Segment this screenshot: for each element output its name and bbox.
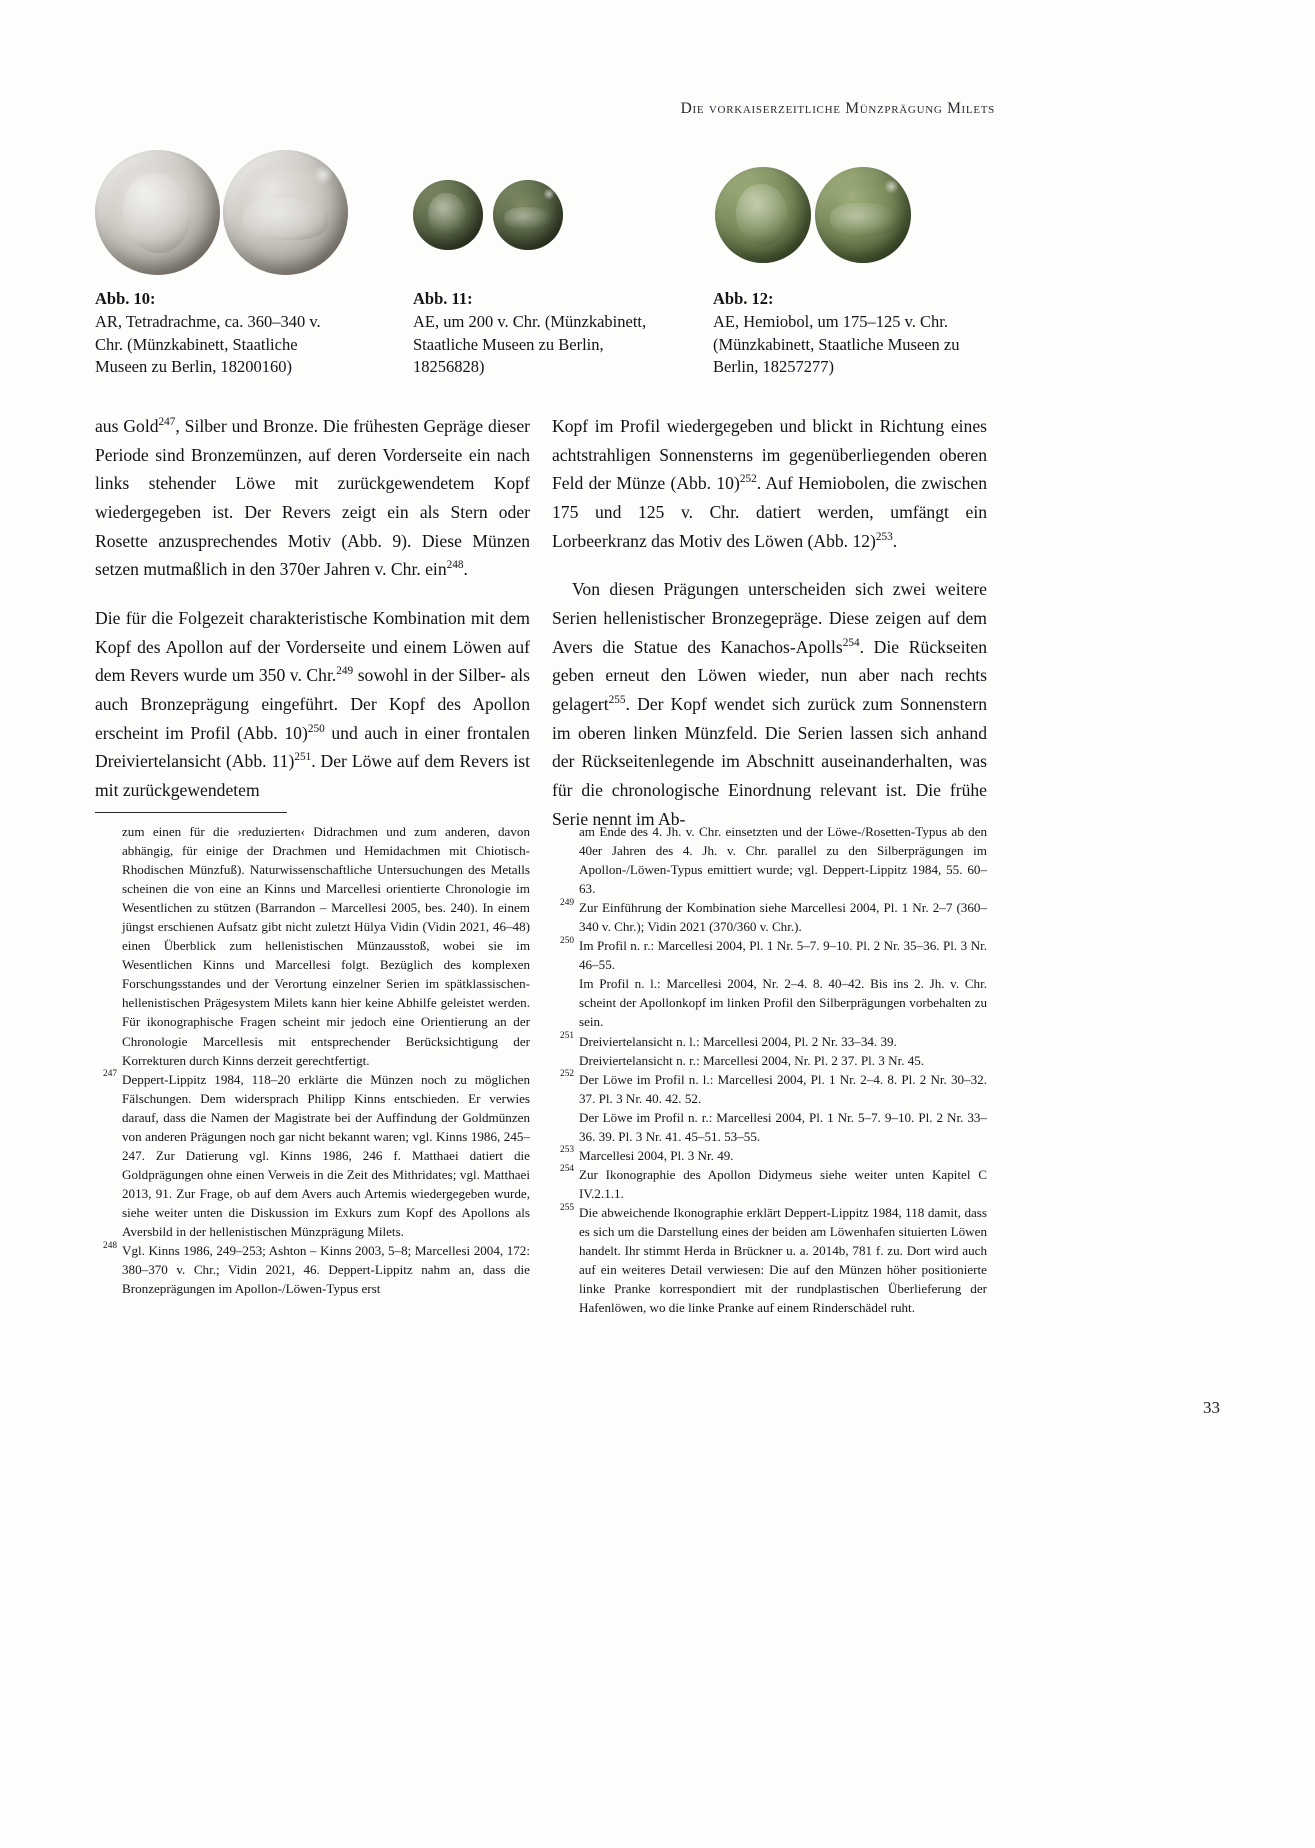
footnote-column-left — [95, 822, 530, 1298]
footnote-subtext: Im Profil n. l.: Marcellesi 2004, Nr. 2–4. 8. 40–42. Bis ins 2. Jh. v. Chr. scheint der Apollonkopf im linken Profil den Silberprägungen vorbehalten zu sein. — [579, 976, 987, 1030]
footnote-separator-rule — [95, 812, 287, 813]
footnote-text: Dreiviertelansicht n. l.: Marcellesi 2004, Pl. 2 Nr. 33–34. 39. — [579, 1033, 897, 1049]
footnote-ref[interactable]: 254 — [842, 636, 860, 649]
footnote-text: Deppert-Lippitz 1984, 118–20 erklärte die Münzen noch zu möglichen Fälschungen. Dem widersprach Philipp Kinns entschieden. Er verwies darauf, dass die Namen der Magistrate bei der Auffindung der Goldmünzen von anderen Prägungen noch gar nicht bekannt waren; vgl. Kinns 1986, 245–247. Zur Datierung vgl. Kinns 1986, 246 f. Matthaei datiert die Goldprägungen ohne einen Verweis in die Zeit des Mithridates; vgl. Matthaei 2013, 91. Zur Frage, ob auf dem Avers auch Artemis wiedergegeben wurde, siehe weiter unten die Diskussion im Exkurs zum Kopf des Apollons als Aversbild in der hellenistischen Münzprägung Milets. — [122, 1071, 530, 1239]
coin-obverse-abb-11 — [413, 180, 483, 250]
footnote-number: 248 — [103, 1240, 117, 1251]
footnote-number: 254 — [560, 1164, 574, 1175]
figure-abb-12 — [715, 145, 925, 275]
coin-reverse-abb-12 — [815, 167, 911, 263]
footnote-item — [552, 936, 987, 1031]
footnote-item — [552, 1203, 987, 1317]
lion-relief-icon — [223, 150, 348, 275]
footnote-text: am Ende des 4. Jh. v. Chr. einsetzten und der Löwe-/Rosetten-Typus ab den 40er Jahren des 4. Jh. v. Chr. parallel zu den Silberprägungen im Apollon-/Löwen-Typus emittiert wurde; vgl. Deppert-Lippitz 1984, 55. 60–63. — [579, 824, 987, 897]
lion-relief-icon — [493, 180, 563, 250]
footnote-item — [95, 822, 530, 1070]
body-text: sowohl in der Silber- als auch Bronzeprägung eingeführt. Der Kopf des Apollon erscheint im Profil (Abb. 10) — [95, 665, 530, 743]
figure-caption-text: AE, Hemiobol, um 175–125 v. Chr. (Münzkabinett, Staatliche Museen zu Berlin, 18257277) — [713, 311, 960, 377]
footnote-subtext: Der Löwe im Profil n. r.: Marcellesi 2004, Pl. 1 Nr. 5–7. 9–10. Pl. 2 Nr. 33–36. 39. Pl. 3 Nr. 41. 45–51. 53–55. — [579, 1109, 987, 1144]
coin-reverse-abb-10 — [223, 150, 348, 275]
footnote-text: Zur Einführung der Kombination siehe Marcellesi 2004, Pl. 1 Nr. 2–7 (360–340 v. Chr.); Vidin 2021 (370/360 v. Chr.). — [579, 900, 987, 935]
body-text: aus Gold — [95, 416, 159, 436]
footnote-ref[interactable]: 251 — [294, 751, 312, 764]
lion-relief-icon — [815, 167, 911, 263]
footnote-item — [552, 1032, 987, 1070]
footnote-number: 255 — [560, 1202, 574, 1213]
coin-reverse-abb-11 — [493, 180, 563, 250]
footnote-item — [552, 1146, 987, 1165]
body-text: Kopf im Profil wiedergegeben und blickt in Richtung eines achtstrahligen Sonnensterns im gegenüberliegenden oberen Feld der Münze (Abb. 10) — [552, 416, 987, 494]
footnote-text: Der Löwe im Profil n. l.: Marcellesi 2004, Pl. 1 Nr. 2–4. 8. Pl. 2 Nr. 30–32. 37. Pl. 3 Nr. 40. 42. 52. — [579, 1071, 987, 1106]
body-text: . — [892, 530, 898, 551]
footnote-column-right — [552, 822, 987, 1317]
coin-relief-icon — [413, 180, 483, 250]
coin-obverse-abb-12 — [715, 167, 811, 263]
footnote-ref[interactable]: 255 — [608, 694, 626, 707]
body-text: Die für die Folgezeit charakteristische Kombination mit dem Kopf des Apollon auf der Vorderseite und einem Löwen auf dem Revers wurde um 350 v. Chr. — [95, 608, 530, 686]
footnote-item — [95, 1241, 530, 1298]
figure-abb-11 — [413, 145, 593, 275]
footnote-number: 247 — [103, 1069, 117, 1080]
figure-caption-abb-12 — [713, 288, 978, 379]
footnote-item — [95, 1070, 530, 1241]
footnote-number: 252 — [560, 1069, 574, 1080]
body-column-left — [95, 412, 530, 825]
body-paragraph — [95, 604, 530, 805]
footnote-text: Im Profil n. r.: Marcellesi 2004, Pl. 1 Nr. 5–7. 9–10. Pl. 2 Nr. 35–36. Pl. 3 Nr. 46–55. — [579, 938, 987, 973]
footnote-subtext: Dreiviertelansicht n. r.: Marcellesi 2004, Nr. Pl. 2 37. Pl. 3 Nr. 45. — [579, 1052, 925, 1068]
page-number: 33 — [1203, 1398, 1220, 1417]
footnote-ref[interactable]: 248 — [446, 559, 464, 572]
body-text: . — [463, 559, 468, 580]
figure-caption-abb-10 — [95, 288, 350, 379]
footnote-item — [552, 898, 987, 936]
footnote-number: 250 — [560, 935, 574, 946]
footnote-item — [552, 1070, 987, 1146]
footnote-ref[interactable]: 249 — [336, 665, 354, 678]
footnote-number: 251 — [560, 1031, 574, 1042]
figure-caption-title: Abb. 11: — [413, 289, 473, 308]
coin-relief-icon — [715, 167, 811, 263]
coin-obverse-abb-10 — [95, 150, 220, 275]
footnote-ref[interactable]: 250 — [307, 722, 325, 735]
footnote-ref[interactable]: 252 — [739, 473, 757, 486]
body-text: . Der Kopf wendet sich zurück zum Sonnenstern im oberen linken Münzfeld. Die Serien lassen sich anhand der Rückseitenlegende im Abschnitt auseinanderhalten, was für die chronologische Einordnung relevant ist. Die frühe Serie nennt im Ab- — [552, 694, 987, 829]
footnote-ref[interactable]: 247 — [158, 416, 176, 429]
footnote-text: Die abweichende Ikonographie erklärt Deppert-Lippitz 1984, 118 damit, dass es sich um die Darstellung eines der beiden am Löwenhafen situierten Löwen handelt. Ihr stimmt Herda in Brückner u. a. 2014b, 781 f. zu. Dort wird auch auf ein weiteres Detail verwiesen: Die auf den Münzen höher positionierte linke Pranke korrespondiert mit der rundplastischen Überlieferung der Hafenlöwen, wo die linke Pranke auf einem Rinderschädel ruht. — [579, 1204, 987, 1316]
body-paragraph — [552, 412, 987, 555]
footnote-item — [552, 1165, 987, 1203]
figure-caption-title: Abb. 12: — [713, 289, 774, 308]
figure-caption-text: AE, um 200 v. Chr. (Münzkabinett, Staatliche Museen zu Berlin, 18256828) — [413, 311, 647, 377]
footnote-ref[interactable]: 253 — [875, 530, 893, 543]
coin-relief-icon — [95, 150, 220, 275]
figure-caption-text: AR, Tetradrachme, ca. 360–340 v. Chr. (Münzkabinett, Staatliche Museen zu Berlin, 18200160) — [95, 311, 321, 377]
running-header: Die vorkaiserzeitliche Münzprägung Milets — [680, 100, 995, 117]
footnote-text: Zur Ikonographie des Apollon Didymeus siehe weiter unten Kapitel C IV.2.1.1. — [579, 1166, 987, 1201]
footnote-text: zum einen für die ›reduzierten‹ Didrachmen und zum anderen, davon abhängig, für einige der Drachmen und Hemidachmen mit Chiotisch-Rhodischen Münzfuß). Naturwissenschaftliche Untersuchungen des Metalls scheinen die von eine an Kinns und Marcellesi orientierte Chronologie im Wesentlichen zu stützen (Barrandon – Marcellesi 2005, bes. 240). In einem jüngst erschienen Aufsatz gibt nicht zuletzt Hülya Vidin (Vidin 2021, 46–48) einen Überblick zum hellenistischen Münzausstoß, wobei sie im Wesentlichen Kinns und Marcellesi folgt. Bezüglich des komplexen Forschungsstandes und der Verortung einzelner Serien im spätklassischen-hellenistischen Prägesystem Milets kann hier keine Abhilfe geleistet werden. Für ikonographische Fragen scheint mir jedoch eine Orientierung an der Chronologie Marcellesis mit entsprechender Berücksichtigung der Korrekturen durch Kinns derzeit gerechtfertigt. — [122, 824, 530, 1068]
figure-row — [95, 145, 995, 275]
coin-pair-abb-10 — [95, 145, 355, 275]
coin-pair-abb-11 — [413, 145, 593, 275]
figure-abb-10 — [95, 145, 355, 275]
body-text: . Auf Hemiobolen, die zwischen 175 und 125 v. Chr. datiert werden, umfängt ein Lorbeerkranz das Motiv des Löwen (Abb. 12) — [552, 473, 987, 551]
footnote-text: Marcellesi 2004, Pl. 3 Nr. 49. — [579, 1147, 734, 1163]
body-text: und auch in einer frontalen Dreiviertelansicht (Abb. 11) — [95, 722, 530, 772]
footnote-text: Vgl. Kinns 1986, 249–253; Ashton – Kinns 2003, 5–8; Marcellesi 2004, 172: 380–370 v. Chr.; Vidin 2021, 46. Deppert-Lippitz nahm an, dass die Bronzeprägungen im Apollon-/Löwen-Typus erst — [122, 1243, 530, 1297]
coin-pair-abb-12 — [715, 145, 925, 275]
footnote-number: 253 — [560, 1145, 574, 1156]
footnote-item — [552, 822, 987, 898]
figure-caption-title: Abb. 10: — [95, 289, 156, 308]
body-text: , Silber und Bronze. Die frühesten Gepräge dieser Periode sind Bronzemünzen, auf deren Vorderseite ein nach links stehender Löwe mit zurückgewendetem Kopf wiedergegeben ist. Der Revers zeigt ein als Stern oder Rosette anzusprechendes Motiv (Abb. 9). Diese Münzen setzen mutmaßlich in den 370er Jahren v. Chr. ein — [95, 416, 530, 580]
body-paragraph — [95, 412, 530, 584]
body-text: . Die Rückseiten geben erneut den Löwen wieder, nun aber nach rechts gelagert — [552, 636, 987, 715]
body-column-right — [552, 412, 987, 833]
body-text: Von diesen Prägungen unterscheiden sich zwei weitere Serien hellenistischer Bronzegepräge. Diese zeigen auf dem Avers die Statue des Kanachos-Apolls — [552, 579, 987, 657]
body-text: . Der Löwe auf dem Revers ist mit zurückgewendetem — [95, 751, 530, 801]
figure-caption-abb-11 — [413, 288, 678, 379]
footnote-number: 249 — [560, 897, 574, 908]
body-paragraph — [552, 575, 987, 833]
